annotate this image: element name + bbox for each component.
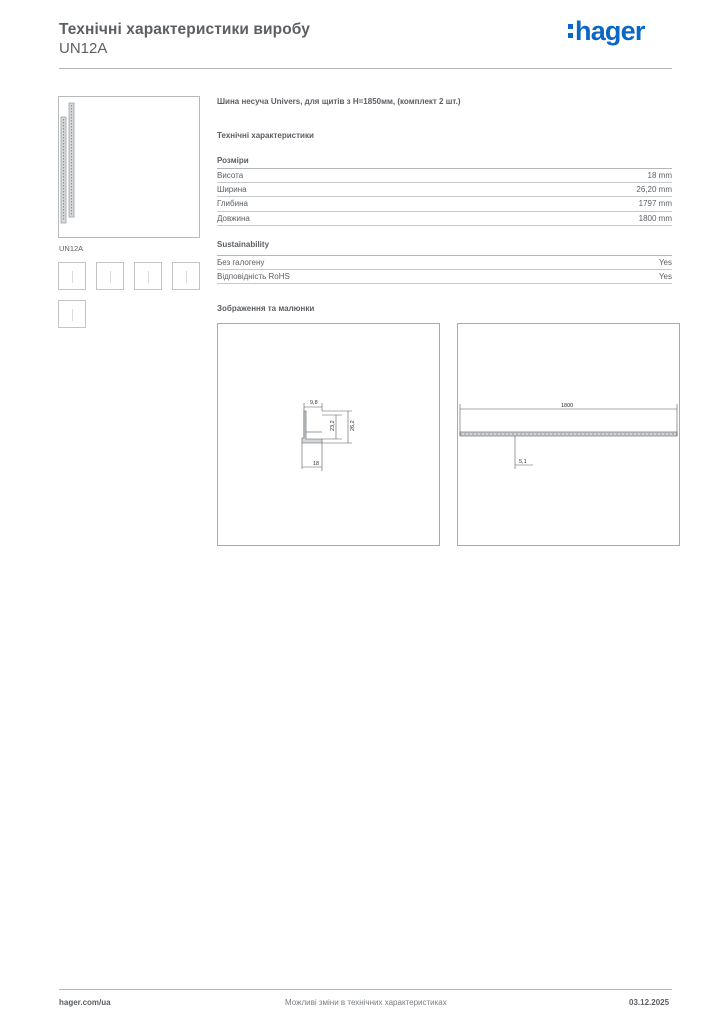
spec-label: Ширина: [217, 184, 247, 194]
drawings-section-title: Зображення та малюнки: [217, 304, 315, 313]
dim-label-length: 1800: [561, 403, 574, 409]
spec-value: Yes: [658, 257, 672, 267]
profile-drawing[interactable]: [217, 323, 440, 546]
spec-label: Глибина: [217, 199, 248, 209]
main-image-caption: UN12A: [59, 244, 84, 253]
spec-row-depth: [217, 197, 672, 212]
dim-label-outer: 26,2: [350, 420, 356, 431]
spec-row-height: [217, 168, 672, 183]
spec-row-halogen-free: [217, 255, 672, 270]
footer-date: 03.12.2025: [629, 998, 670, 1007]
thumbnail-3[interactable]: [134, 262, 162, 290]
spec-value: Yes: [658, 271, 672, 281]
thumbnail-5[interactable]: [58, 300, 86, 328]
hager-logo: [568, 14, 668, 48]
dim-label-offset: 5,1: [519, 459, 527, 465]
spec-label: Без галогену: [217, 257, 265, 267]
logo-dots-icon: [568, 24, 573, 38]
logo-wordmark: hager: [575, 15, 645, 46]
spec-value: 26,20 mm: [636, 184, 672, 194]
thumbnail-1[interactable]: [58, 262, 86, 290]
profile-drawing-svg: [218, 324, 439, 545]
rail-image-icon: [59, 97, 199, 237]
length-drawing[interactable]: [457, 323, 680, 546]
header-divider: [59, 68, 672, 69]
document-title: Технічні характеристики виробу: [59, 21, 310, 38]
dimensions-table: [217, 168, 672, 226]
spec-row-width: [217, 183, 672, 198]
spec-label: Довжина: [217, 213, 250, 223]
group-title-sustainability: Sustainability: [217, 240, 270, 249]
dim-label-inner: 23,2: [330, 420, 336, 431]
spec-value: 18 mm: [647, 170, 672, 180]
spec-value: 1800 mm: [638, 213, 672, 223]
thumbnail-2[interactable]: [96, 262, 124, 290]
spec-label: Висота: [217, 170, 244, 180]
dim-label-base: 18: [313, 461, 320, 467]
sustainability-table: [217, 255, 672, 284]
length-drawing-svg: [458, 324, 679, 545]
specs-section-title: Технічні характеристики: [217, 131, 314, 140]
footer-divider: [59, 989, 672, 990]
dim-label-width: 9,8: [310, 400, 318, 406]
spec-row-length: [217, 212, 672, 227]
product-main-image[interactable]: [58, 96, 200, 238]
product-code: UN12A: [59, 40, 108, 57]
footer-website-link[interactable]: hager.com/ua: [59, 998, 111, 1007]
product-description: Шина несуча Univers, для щитів з H=1850мм, (комплект 2 шт.): [217, 97, 461, 106]
thumbnail-4[interactable]: [172, 262, 200, 290]
spec-row-rohs: [217, 270, 672, 285]
footer-disclaimer: Можливі зміни в технічних характеристиках: [285, 998, 447, 1007]
spec-value: 1797 mm: [638, 199, 672, 209]
spec-label: Відповідність RoHS: [217, 271, 290, 281]
group-title-dimensions: Розміри: [217, 156, 249, 165]
